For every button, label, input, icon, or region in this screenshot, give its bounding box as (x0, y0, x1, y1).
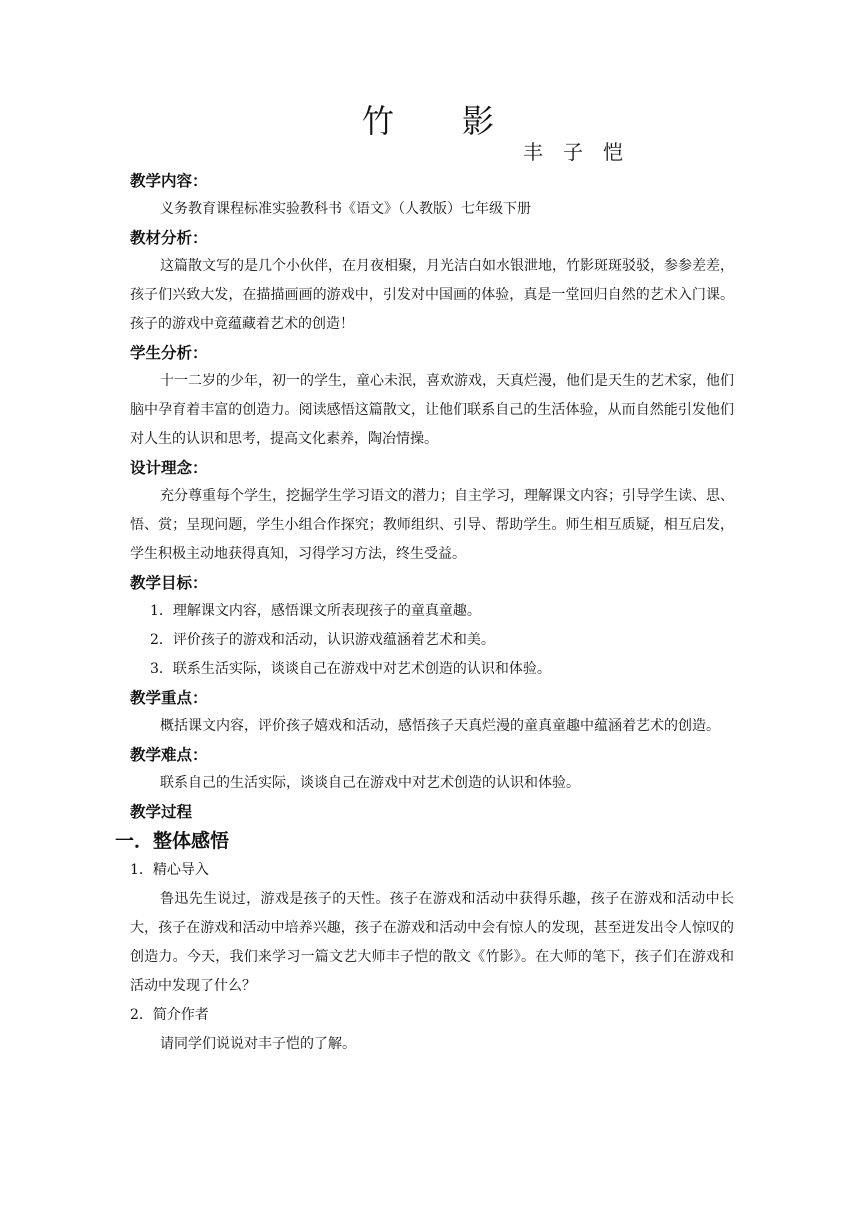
author-char: 丰 (523, 140, 543, 164)
title-char-2: 影 (462, 102, 499, 140)
document-title (0, 96, 860, 142)
section-heading: 教学目标： (130, 574, 208, 592)
section-heading: 教学难点： (130, 746, 208, 764)
goal-item: 1．理解课文内容，感悟课文所表现孩子的童真童趣。 (150, 603, 481, 619)
section-text: 联系自己的生活实际，谈谈自己在游戏中对艺术创造的认识和体验。 (160, 775, 580, 791)
step-title: 1．精心导入 (130, 862, 209, 878)
section-text: 十一二岁的少年，初一的学生，童心未泯，喜欢游戏，天真烂漫，他们是天生的艺术家，他们脑中孕育着丰富的创造力。阅读感悟这篇散文，让他们联系自己的生活体验，从而自然能引发他们对人生的认识和思考，提高文化素养，陶冶情操。 (130, 373, 734, 447)
section-text: 充分尊重每个学生，挖掘学生学习语文的潜力；自主学习，理解课文内容；引导学生读、思、悟、赏；呈现问题，学生小组合作探究；教师组织、引导、帮助学生。师生相互质疑，相互启发，学生积极主动地获得真知，习得学习方法，终生受益。 (130, 488, 734, 562)
step-text: 鲁迅先生说过，游戏是孩子的天性。孩子在游戏和活动中获得乐趣，孩子在游戏和活动中长大，孩子在游戏和活动中培养兴趣，孩子在游戏和活动中会有惊人的发现，甚至迸发出令人惊叹的创造力。今天，我们来学习一篇文艺大师丰子恺的散文《竹影》。在大师的笔下，孩子们在游戏和活动中发现了什么？ (130, 891, 734, 994)
section-text: 这篇散文写的是几个小伙伴，在月夜相聚，月光洁白如水银泄地，竹影斑斑驳驳，参参差差，孩子们兴致大发，在描描画画的游戏中，引发对中国画的体验，真是一堂回归自然的艺术入门课。孩子的游戏中竟蕴藏着艺术的创造！ (130, 258, 734, 332)
section-heading: 设计理念： (130, 459, 208, 477)
step-title: 2．简介作者 (130, 1007, 209, 1023)
section-heading: 教学内容： (130, 172, 208, 190)
section-heading: 学生分析： (130, 344, 208, 362)
author-char: 子 (563, 140, 583, 164)
title-char-1: 竹 (361, 102, 398, 140)
document-body (115, 167, 734, 1059)
goal-item: 3．联系生活实际，谈谈自己在游戏中对艺术创造的认识和体验。 (150, 661, 551, 677)
section-heading: 教学重点： (130, 689, 208, 707)
section-text: 义务教育课程标准实验教科书《语文》（人教版）七年级下册 (160, 201, 531, 217)
section-heading: 教材分析： (130, 229, 208, 247)
step-text: 请同学们说说对丰子恺的了解。 (160, 1036, 356, 1052)
section-heading: 教学过程 (130, 803, 193, 821)
author-char: 恺 (603, 140, 623, 164)
author-name (523, 136, 623, 165)
section-text: 概括课文内容，评价孩子嬉戏和活动，感悟孩子天真烂漫的童真童趣中蕴涵着艺术的创造。 (160, 718, 720, 734)
part-heading: 一．整体感悟 (115, 830, 230, 852)
goal-item: 2．评价孩子的游戏和活动，认识游戏蕴涵着艺术和美。 (150, 632, 495, 648)
